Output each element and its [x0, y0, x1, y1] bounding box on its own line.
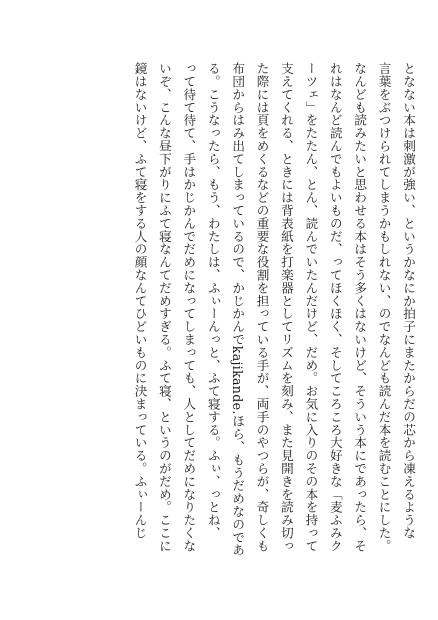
text-column-3: なんども読みたいと思わせる本はそう多くはないけど、そういう本にであったら、そ — [352, 62, 368, 553]
text-column-9: る。こうなったら、もう、わたしは、ふぃーんっと、ふて寝する。ふぃ、っとね、 — [205, 62, 221, 540]
text-column-12: 鏡はないけど、ふて寝をする人の顔なんてひどいものに決まっている。ふぃーんじ — [132, 62, 148, 540]
text-column-10: って待て待て、手はかじかんでだめになってしまっても、人としてだめになりたくな — [181, 62, 197, 553]
text-column-6: 支えてくれる、ときには背表紙を打楽器としてリズムを刻み、また見開きを読み切っ — [278, 62, 294, 553]
text-column-11: いぞ、こんな昼下がりにふて寝なんてだめすぎる。ふて寝、というのがだめ。ここに — [156, 62, 172, 553]
text-column-4: れはなんど読んでもよいものだ、ってほくほく、そしてころころ大好きな「麦ふみク — [327, 62, 343, 553]
text-column-2: 言葉をぶつけられてしまうかもしれない、のでなんども読んだ本を読むことにした。 — [376, 62, 392, 553]
vertical-text-body — [127, 62, 420, 574]
text-column-8: 布団からはみ出てしまっているので、かじかんでkajikande.ほら、もうだめなのであ — [230, 62, 246, 557]
text-column-5: ーツェ」をたたん、とん、読んでいたんだけど、だめ。お気に入りのその本を持って — [303, 62, 319, 553]
text-column-7: た際には頁をめくるなどの重要な役割を担っている手が、両手のやつらが、奇しくも — [254, 62, 270, 553]
text-column-1: となない本は刺激が強い、というかなにか拍子にまたからだの芯から凍えるような — [401, 62, 416, 540]
